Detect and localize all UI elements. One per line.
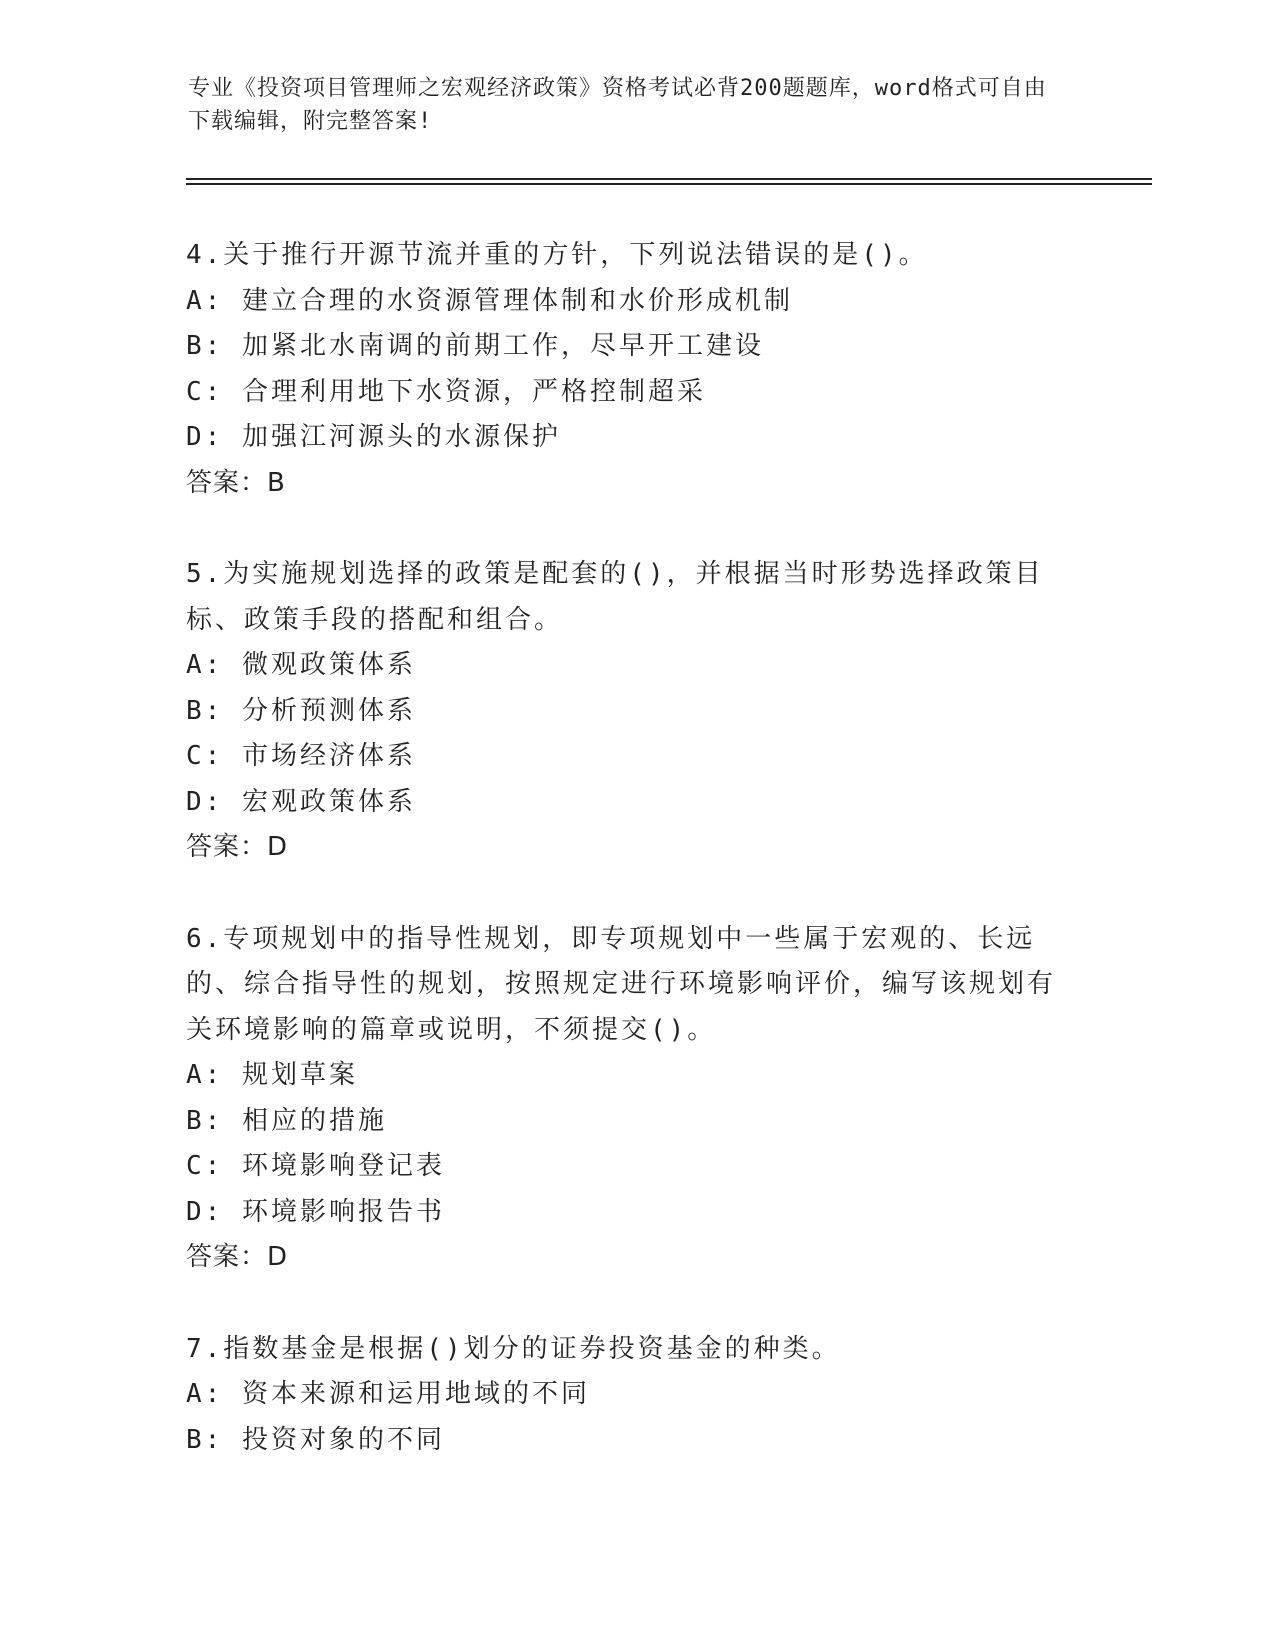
header-rule-top <box>186 178 1152 180</box>
option-a: A: 建立合理的水资源管理体制和水价形成机制 <box>186 285 793 316</box>
option-d: D: 宏观政策体系 <box>186 786 416 817</box>
question-6 <box>186 917 1066 1281</box>
option-c: C: 合理利用地下水资源，严格控制超采 <box>186 376 706 407</box>
answer: 答案：B <box>186 467 286 498</box>
option-a: A: 资本来源和运用地域的不同 <box>186 1379 590 1409</box>
option-d: D: 加强江河源头的水源保护 <box>186 422 561 452</box>
option-b: B: 分析预测体系 <box>186 695 416 726</box>
answer: 答案：D <box>186 832 289 862</box>
question-stem: 4.关于推行开源节流并重的方针，下列说法错误的是()。 <box>186 240 928 270</box>
document-header: 专业《投资项目管理师之宏观经济政策》资格考试必背200题题库，word格式可自由下载编辑，附完整答案! <box>188 76 1047 134</box>
header-rule-bottom <box>186 183 1152 185</box>
option-b: B: 投资对象的不同 <box>186 1424 445 1455</box>
question-stem: 5.为实施规划选择的政策是配套的()，并根据当时形势选择政策目标、政策手段的搭配和组合。 <box>186 559 1044 635</box>
option-c: C: 环境影响登记表 <box>186 1151 445 1181</box>
question-4 <box>186 233 1066 506</box>
answer: 答案：D <box>186 1242 289 1272</box>
option-d: D: 环境影响报告书 <box>186 1196 445 1227</box>
option-c: C: 市场经济体系 <box>186 741 416 771</box>
question-stem: 7.指数基金是根据()划分的证券投资基金的种类。 <box>186 1333 841 1364</box>
option-a: A: 规划草案 <box>186 1060 358 1090</box>
option-b: B: 加紧北水南调的前期工作，尽早开工建设 <box>186 331 764 361</box>
option-a: A: 微观政策体系 <box>186 650 416 680</box>
question-5 <box>186 552 1066 871</box>
question-stem: 6.专项规划中的指导性规划，即专项规划中一些属于宏观的、长远的、综合指导性的规划，按照规定进行环境影响评价，编写该规划有关环境影响的篇章或说明，不须提交()。 <box>186 923 1057 1045</box>
question-7 <box>186 1327 1066 1464</box>
question-list <box>186 233 1066 1509</box>
option-b: B: 相应的措施 <box>186 1105 387 1136</box>
